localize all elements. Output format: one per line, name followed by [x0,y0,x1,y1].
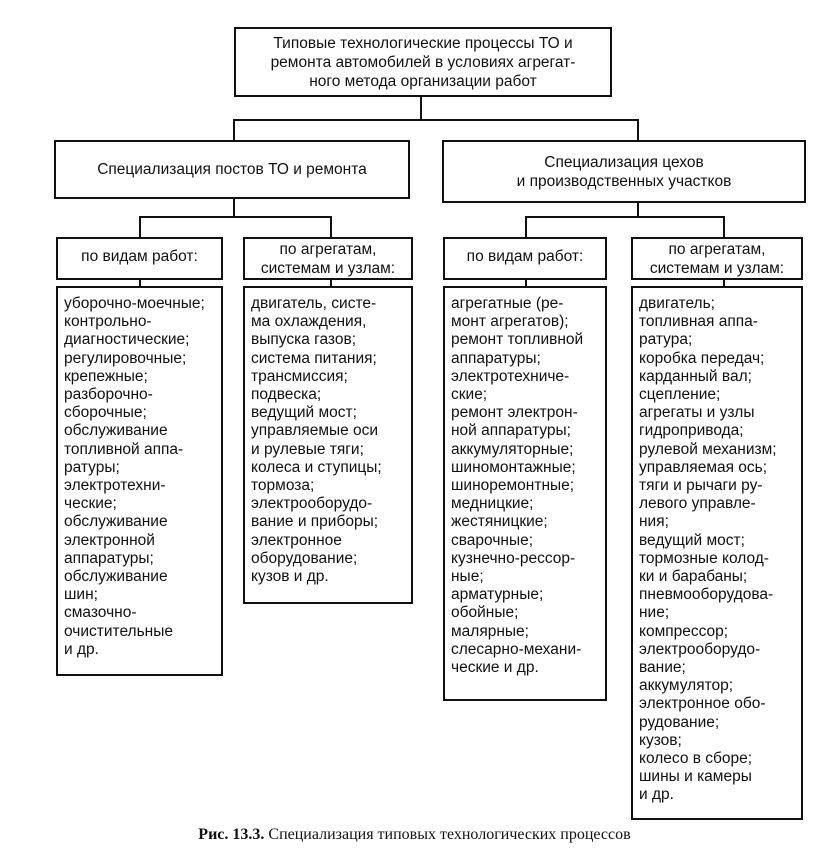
list-item: управляемые оси [251,422,379,440]
list-item: выпуска газов; [251,331,356,349]
list-item: и др. [639,786,674,804]
list-item: кузов; [639,731,682,749]
column-header-work-types [56,237,223,280]
list-item: диагностические; [64,331,190,349]
list-item: ческие; [64,495,117,513]
list-item: трансмиссия; [251,367,348,385]
connector-line [139,216,332,218]
list-item: двигатель, систе- [251,295,377,312]
list-item: электротехниче- [451,367,570,385]
list-item: монт агрегатов); [451,313,569,331]
column-header-line: по видам работ: [466,248,584,265]
branch-line: и производственных участков [516,172,732,190]
list-item: обслуживание [64,422,168,440]
list-item: двигатель; [639,295,715,312]
list-item: смазочно- [64,604,137,622]
list-item: обслуживание [64,568,168,586]
list-item: сварочные; [451,531,534,549]
caption-text: Специализация типовых технологических процессов [264,826,631,843]
list-item: система питания; [251,349,377,367]
column-header-units [631,237,803,280]
list-item: гидропривода; [639,422,744,440]
list-item: коробка передач; [639,349,765,367]
list-item: аккумуляторные; [451,440,574,458]
list-box-shop-work-types [443,286,607,701]
column-header-line: по агрегатам, [279,240,377,258]
list-item: шины и камеры [639,768,752,786]
list-item: очистительные [64,622,173,640]
list-item: вание; [639,659,686,677]
list-item: ратуры; [64,458,120,476]
list-item: медницкие; [451,495,534,513]
list-item: малярные; [451,622,529,640]
list-item: колесо в сборе; [639,750,753,768]
connector-line [330,216,332,238]
connector-line [525,216,527,238]
list-item: сцепление; [639,386,721,404]
list-item: аппаратуры; [64,549,154,567]
list-item: шиномонтажные; [451,458,576,476]
connector-line [525,216,725,218]
list-item: электронной [64,531,155,549]
list-item: контрольно- [64,313,152,331]
connector-line [233,119,235,141]
column-header-line: системам и узлам: [260,259,396,277]
list-item: уборочно-моечные; [64,295,205,312]
list-item: сборочные; [64,404,147,422]
list-item: ки и барабаны; [639,568,748,586]
column-header-units [243,237,413,280]
list-item: пневмооборудова- [639,586,774,604]
list-item: ние; [639,604,670,622]
root-line: ремонта автомобилей в условиях агрегат- [270,53,576,71]
list-item: электротехни- [64,477,166,495]
list-item: ведущий мост; [639,531,745,549]
list-item: шиноремонтные; [451,477,575,495]
list-item: ния; [639,513,669,531]
root-node [234,27,612,97]
list-item: агрегатные (ре- [451,295,564,312]
list-item: тяги и рычаги ру- [639,477,763,495]
branch-line: Специализация постов ТО и ремонта [97,161,367,178]
list-item: колеса и ступицы; [251,458,382,476]
root-line: ного метода организации работ [309,72,537,90]
list-item: и рулевые тяги; [251,440,364,458]
list-item: электрооборудо- [639,640,761,658]
list-item: левого управле- [639,495,756,513]
list-item: жестяницкие; [451,513,548,531]
branch-node-posts [54,140,410,199]
list-item: рудование; [639,713,720,731]
column-header-line: по агрегатам, [668,240,766,258]
connector-line [420,96,422,120]
list-item: ма охлаждения, [251,313,367,331]
list-item: карданный вал; [639,367,752,385]
list-item: обслуживание [64,513,168,531]
list-item: регулировочные; [64,349,187,367]
list-item: тормоза; [251,477,315,495]
column-header-work-types [443,237,607,280]
list-item: ратура; [639,331,693,349]
list-item: вание и приборы; [251,513,379,531]
list-item: электронное [251,531,342,549]
connector-line [233,119,639,121]
list-item: ческие и др. [451,659,539,677]
list-item: арматурные; [451,586,544,604]
branch-node-shops [442,140,806,203]
list-item: ские; [451,386,488,404]
connector-line [723,216,725,238]
list-item: аккумулятор; [639,677,734,695]
figure-caption [0,826,829,844]
list-item: ремонт электрон- [451,404,578,422]
list-box-post-work-types [56,286,223,676]
column-header-line: по видам работ: [81,248,198,265]
list-item: электрооборудо- [251,495,373,513]
list-item: ремонт топливной [451,331,584,349]
caption-label: Рис. 13.3. [198,826,265,843]
list-item: рулевой механизм; [639,440,777,458]
list-item: топливной аппа- [64,440,184,458]
connector-line [139,216,141,238]
list-item: кузов и др. [251,568,329,586]
list-item: разборочно- [64,386,153,404]
list-item: ведущий мост; [251,404,357,422]
root-line: Типовые технологические процессы ТО и [273,34,573,52]
column-header-line: системам и узлам: [649,259,785,277]
list-box-shop-units [631,286,803,820]
list-item: агрегаты и узлы [639,404,755,422]
list-item: управляемая ось; [639,458,768,476]
connector-line [637,119,639,141]
list-box-post-units [243,286,413,604]
list-item: ной аппаратуры; [451,422,571,440]
list-item: крепежные; [64,367,148,385]
list-item: тормозные колод- [639,549,769,567]
list-item: топливная аппа- [639,313,758,331]
connector-line [233,198,235,218]
list-item: слесарно-механи- [451,640,582,658]
list-item: и др. [64,640,99,658]
list-item: кузнечно-рессор- [451,549,576,567]
list-item: аппаратуры; [451,349,541,367]
list-item: оборудование; [251,549,358,567]
list-item: обойные; [451,604,519,622]
list-item: компрессор; [639,622,729,640]
list-item: электронное обо- [639,695,766,713]
list-item: подвеска; [251,386,322,404]
branch-line: Специализация цехов [544,153,704,171]
list-item: шин; [64,586,98,604]
list-item: ные; [451,568,484,586]
